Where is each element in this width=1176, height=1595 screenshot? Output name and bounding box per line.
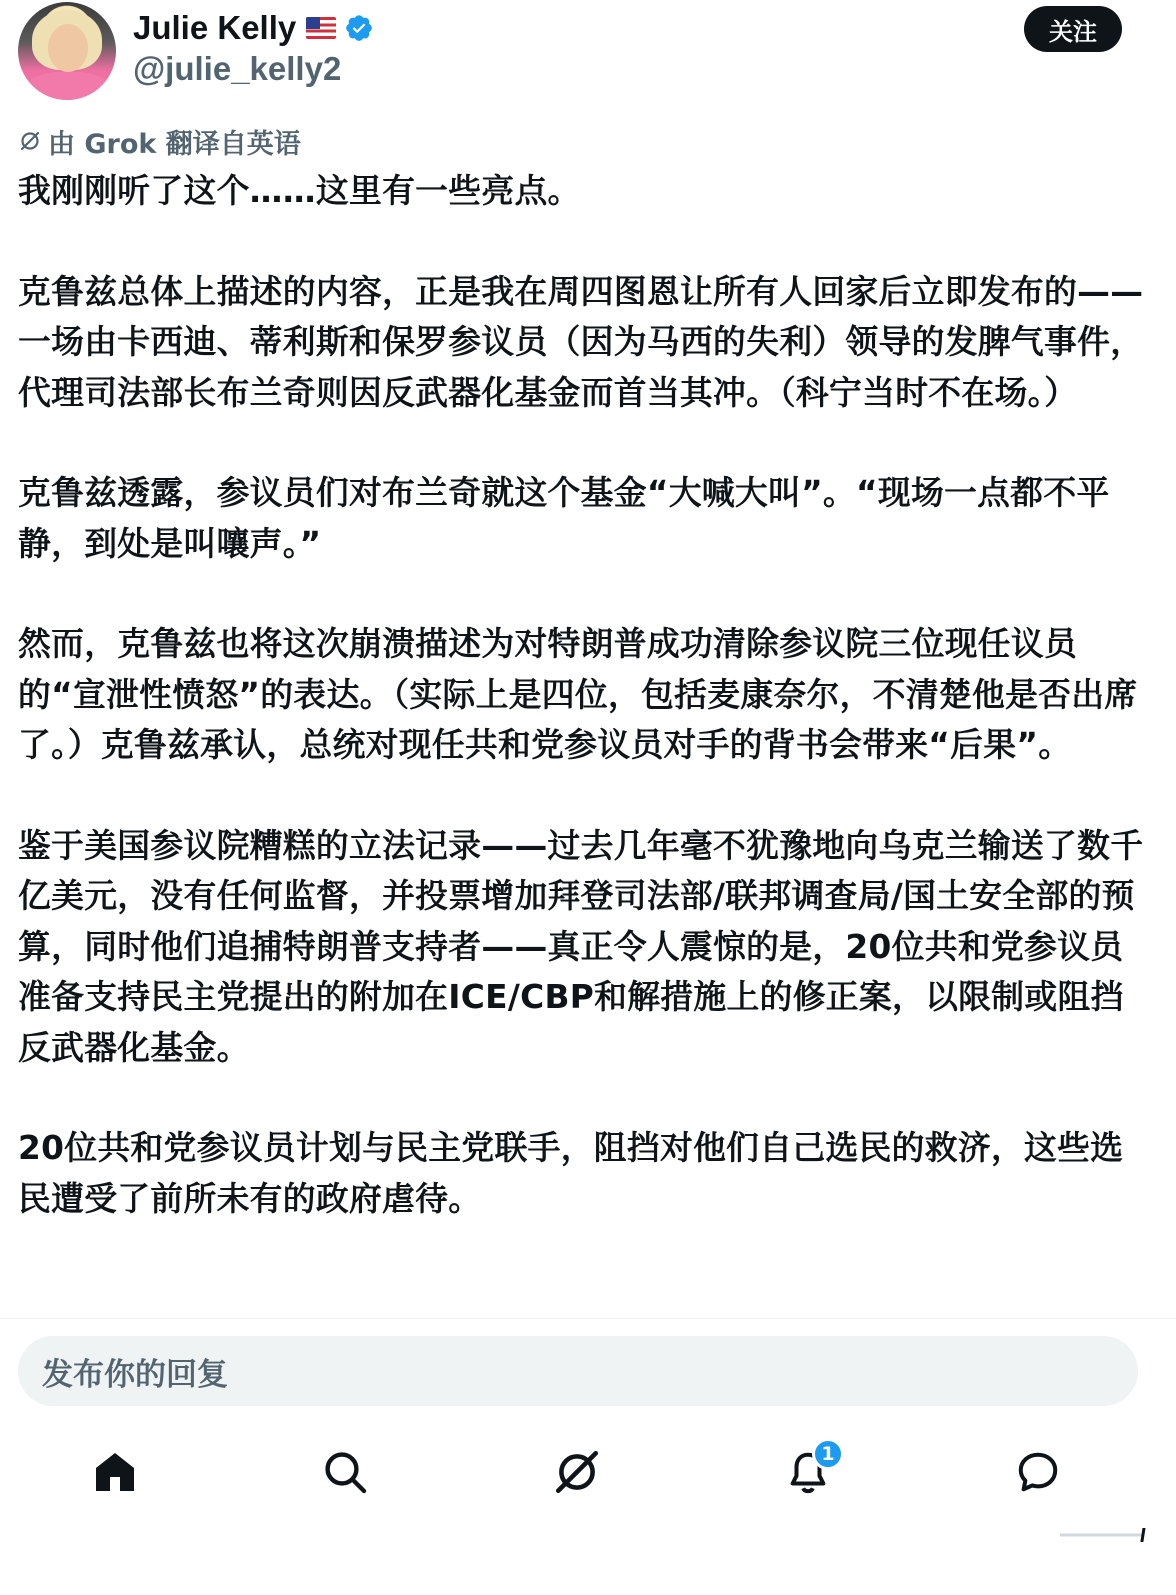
tweet-paragraph: 克鲁兹透露，参议员们对布兰奇就这个基金“大喊大叫”。“现场一点都不平静，到处是叫嚷声。” [18, 474, 1110, 563]
author-handle[interactable]: @julie_kelly2 [133, 50, 342, 87]
notification-badge: 1 [812, 1438, 844, 1470]
reply-input[interactable] [18, 1336, 1138, 1406]
follow-button[interactable]: 关注 [1024, 6, 1122, 52]
tweet-paragraph: 克鲁兹总体上描述的内容，正是我在周四图恩让所有人回家后立即发布的——一场由卡西迪、蒂利斯和保罗参议员（因为马西的失利）领导的发脾气事件，代理司法部长布兰奇则因反武器化基金而首当其冲。（科宁当时不在场。） [18, 272, 1144, 412]
tweet-paragraph: 鉴于美国参议院糟糕的立法记录——过去几年毫不犹豫地向乌克兰输送了数千亿美元，没有任何监督，并投票增加拜登司法部/联邦调查局/国土安全部的预算，同时他们追捕特朗普支持者——真正令人震惊的是，20位共和党参议员准备支持民主党提出的附加在ICE/CBP和解措施上的修正案，以限制或阻挡反武器化基金。 [18, 826, 1144, 1067]
nav-search[interactable] [313, 1440, 377, 1504]
nav-messages[interactable] [1006, 1440, 1070, 1504]
translation-note[interactable] [18, 122, 301, 160]
nav-grok[interactable] [545, 1440, 609, 1504]
handle-mark-icon [1060, 1528, 1150, 1542]
tweet-text [18, 166, 1144, 1318]
avatar-face [48, 24, 88, 72]
reply-placeholder: 发布你的回复 [42, 1356, 228, 1393]
author-name-row [133, 8, 374, 48]
grok-icon [552, 1447, 602, 1497]
translation-note-text: 由 Grok 翻译自英语 [48, 128, 301, 160]
us-flag-icon [306, 17, 336, 39]
messages-icon [1015, 1449, 1061, 1495]
divider [0, 1318, 1176, 1319]
home-icon [91, 1448, 139, 1496]
verified-badge-icon [344, 13, 374, 43]
avatar-shirt [26, 72, 110, 100]
author-display-name[interactable]: Julie Kelly [133, 9, 297, 46]
tweet-header [0, 0, 1176, 120]
search-icon [321, 1448, 369, 1496]
tweet-paragraph: 20位共和党参议员计划与民主党联手，阻挡对他们自己选民的救济，这些选民遭受了前所未有的政府虐待。 [18, 1129, 1124, 1218]
nav-home[interactable] [83, 1440, 147, 1504]
tweet-paragraph: 然而，克鲁兹也将这次崩溃描述为对特朗普成功清除参议院三位现任议员的“宣泄性愤怒”的表达。（实际上是四位，包括麦康奈尔，不清楚他是否出席了。）克鲁兹承认，总统对现任共和党参议员对手的背书会带来“后果”。 [18, 625, 1138, 764]
tweet-paragraph: 我刚刚听了这个……这里有一些亮点。 [18, 172, 581, 210]
grok-small-icon [18, 129, 42, 153]
bottom-nav [0, 1418, 1176, 1528]
nav-notifications[interactable] [776, 1440, 840, 1504]
avatar[interactable] [18, 2, 116, 100]
